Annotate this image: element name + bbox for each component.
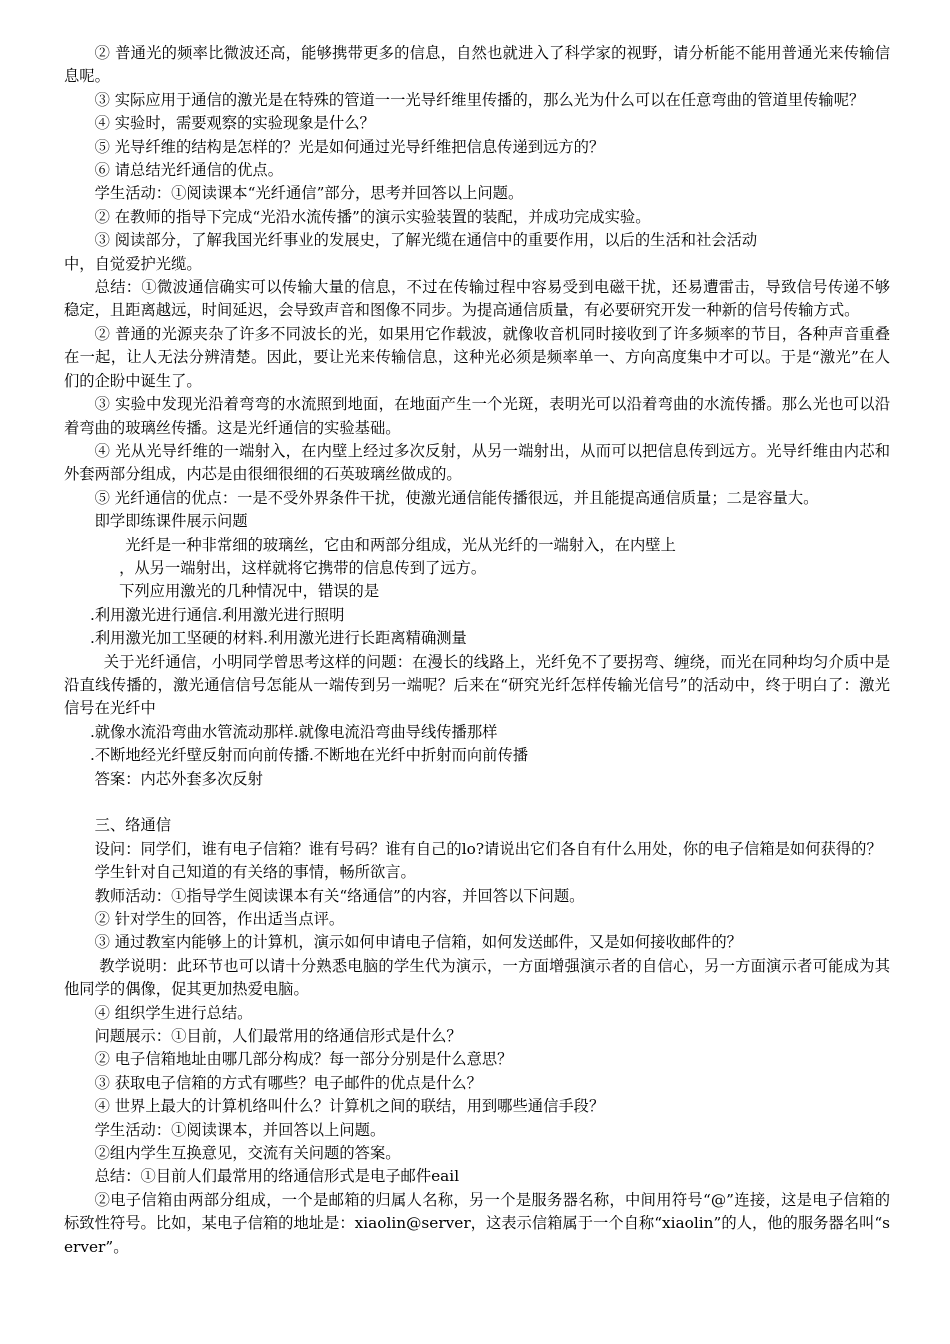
question-options: .利用激光进行通信.利用激光进行照明 bbox=[90, 605, 345, 624]
paragraph: ⑤ 光导纤维的结构是怎样的？光是如何通过光导纤维把信息传递到远方的？ bbox=[94, 137, 605, 156]
paragraph: ② 普通光的频率比微波还高，能够携带更多的信息，自然也就进入了科学家的视野，请分析能不能用普通光来传输信息呢。 bbox=[64, 44, 890, 86]
paragraph: ⑥ 请总结光纤通信的优点。 bbox=[94, 161, 284, 180]
paragraph: ③ 通过教室内能够上的计算机，演示如何申请电子信箱，如何发送邮件，又是如何接收邮件的？ bbox=[94, 933, 742, 952]
paragraph: 设问：同学们，谁有电子信箱？谁有号码？谁有自己的lo?请说出它们各自有什么用处，你的电子信箱是如何获得的？ bbox=[94, 839, 882, 858]
question-text: 关于光纤通信，小明同学曾思考这样的问题：在漫长的线路上，光纤免不了要拐弯、缠绕，而光在同种均匀介质中是沿直线传播的，激光通信信号怎能从一端传到另一端呢？后来在“研究光纤怎样传输光信号”的活动中，终于明白了：激光信号在光纤中 bbox=[64, 652, 890, 718]
paragraph: 教师活动：①指导学生阅读课本有关“络通信”的内容，并回答以下问题。 bbox=[94, 886, 585, 905]
question-options: .就像水流沿弯曲水管流动那样.就像电流沿弯曲导线传播那样 bbox=[90, 722, 498, 741]
paragraph: ②电子信箱由两部分组成，一个是邮箱的归属人名称，另一个是服务器名称，中间用符号“@”连接，这是电子信箱的标致性符号。比如，某电子信箱的地址是：xiaolin@server，这表示信箱属于一个自称“xiaolin”的人，他的服务器名叫“server”。 bbox=[64, 1190, 890, 1256]
section-heading: 三、络通信 bbox=[94, 816, 172, 835]
paragraph: ④ 实验时，需要观察的实验现象是什么？ bbox=[94, 114, 375, 133]
paragraph: ② 在教师的指导下完成“光沿水流传播”的演示实验装置的装配，并成功完成实验。 bbox=[94, 207, 651, 226]
paragraph: ④ 光从光导纤维的一端射入，在内壁上经过多次反射，从另一端射出，从而可以把信息传到远方。光导纤维由内芯和外套两部分组成，内芯是由很细很细的石英玻璃丝做成的。 bbox=[64, 441, 890, 484]
question-options: .不断地经光纤壁反射而向前传播.不断地在光纤中折射而向前传播 bbox=[90, 746, 529, 765]
paragraph: 教学说明：此环节也可以请十分熟悉电脑的学生代为演示，一方面增强演示者的自信心，另一方面演示者可能成为其他同学的偶像，促其更加热爱电脑。 bbox=[64, 956, 890, 999]
paragraph: 问题展示：①目前，人们最常用的络通信形式是什么？ bbox=[94, 1027, 462, 1046]
paragraph: ④ 世界上最大的计算机络叫什么？计算机之间的联结，用到哪些通信手段？ bbox=[94, 1097, 605, 1116]
paragraph: ② 电子信箱地址由哪几部分构成？每一部分分别是什么意思？ bbox=[94, 1050, 513, 1069]
paragraph: ②组内学生互换意见，交流有关问题的答案。 bbox=[94, 1144, 401, 1163]
document-page bbox=[64, 42, 890, 1259]
paragraph: 学生活动：①阅读课本，并回答以上问题。 bbox=[94, 1120, 386, 1139]
paragraph: 学生针对自己知道的有关络的事情，畅所欲言。 bbox=[94, 863, 416, 882]
question-text: ，从另一端射出，这样就将它携带的信息传到了远方。 bbox=[119, 558, 487, 577]
paragraph: ③ 实际应用于通信的激光是在特殊的管道一一光导纤维里传播的，那么光为什么可以在任意弯曲的管道里传输呢？ bbox=[94, 90, 865, 109]
section-label: 即学即练课件展示问题 bbox=[94, 512, 248, 531]
paragraph: ⑤ 光纤通信的优点：一是不受外界条件干扰，使激光通信能传播很远，并且能提高通信质量；二是容量大。 bbox=[94, 488, 819, 507]
answer-text: 答案：内芯外套多次反射 bbox=[94, 769, 263, 788]
paragraph: ④ 组织学生进行总结。 bbox=[94, 1003, 253, 1022]
paragraph: ③ 实验中发现光沿着弯弯的水流照到地面，在地面产生一个光斑，表明光可以沿着弯曲的水流传播。那么光也可以沿着弯曲的玻璃丝传播。这是光纤通信的实验基础。 bbox=[64, 395, 890, 437]
paragraph: 中，自觉爱护光缆。 bbox=[64, 254, 202, 273]
question-text: 光纤是一种非常细的玻璃丝，它由和两部分组成，光从光纤的一端射入，在内壁上 bbox=[125, 535, 676, 554]
question-options: .利用激光加工坚硬的材料.利用激光进行长距离精确测量 bbox=[90, 629, 467, 648]
question-text: 下列应用激光的几种情况中，错误的是 bbox=[119, 582, 380, 601]
paragraph: ③ 获取电子信箱的方式有哪些？电子邮件的优点是什么？ bbox=[94, 1073, 482, 1092]
spacer bbox=[64, 791, 890, 814]
paragraph: 学生活动：①阅读课本“光纤通信”部分，思考并回答以上问题。 bbox=[94, 184, 524, 203]
paragraph: ③ 阅读部分，了解我国光纤事业的发展史，了解光缆在通信中的重要作用，以后的生活和社会活动 bbox=[94, 231, 758, 250]
paragraph: ② 普通的光源夹杂了许多不同波长的光，如果用它作载波，就像收音机同时接收到了许多频率的节目，各种声音重叠在一起，让人无法分辨清楚。因此，要让光来传输信息，这种光必须是频率单一、方向高度集中才可以。于是“激光”在人们的企盼中诞生了。 bbox=[64, 324, 890, 390]
paragraph: 总结：①微波通信确实可以传输大量的信息，不过在传输过程中容易受到电磁干扰，还易遭雷击，导致信号传递不够稳定，且距离越远，时间延迟，会导致声音和图像不同步。为提高通信质量，有必要研究开发一种新的信号传输方式。 bbox=[64, 278, 890, 320]
paragraph: 总结：①目前人们最常用的络通信形式是电子邮件eail bbox=[94, 1167, 460, 1186]
paragraph: ② 针对学生的回答，作出适当点评。 bbox=[94, 910, 345, 929]
